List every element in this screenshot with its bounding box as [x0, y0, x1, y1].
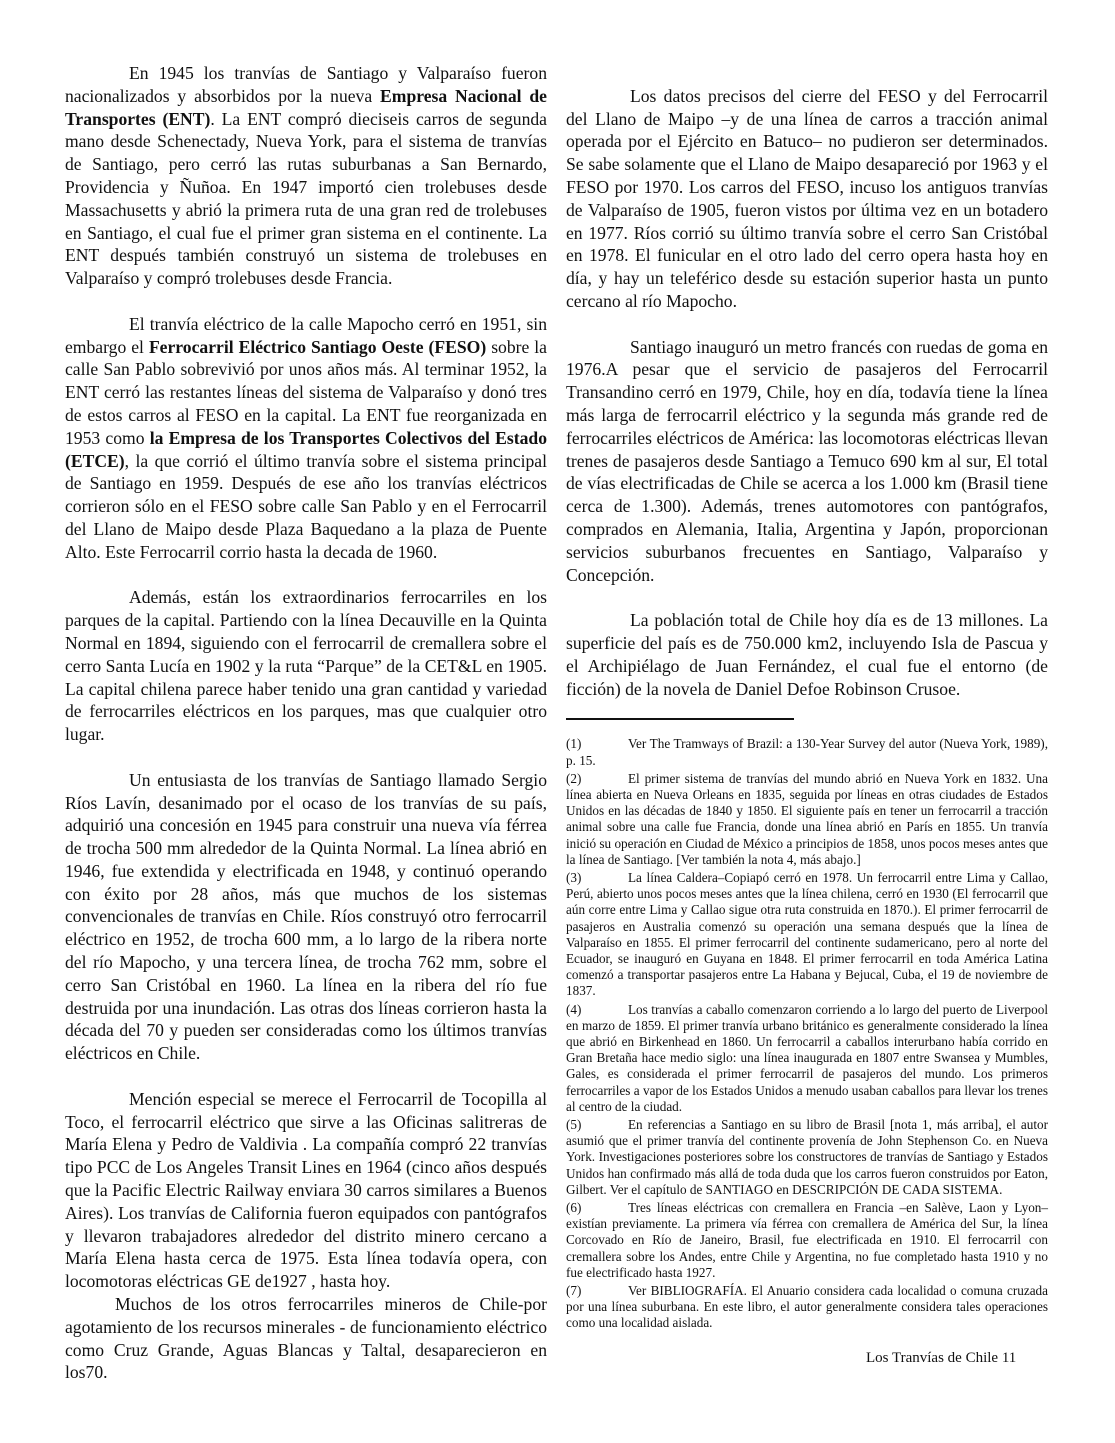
- footnote-text: En referencias a Santiago en su libro de Brasil [nota 1, más arriba], el autor asumió que el primer tranvía del continente provenía de John Stephenson Co. en Nueva York. Investigaciones posteriores sobre los constructores de tranvías de Santiago y Estados Unidos han confirmado más allá de toda duda que los carros fueron construidos por Eaton, Gilbert. Ver el capítulo de SANTIAGO en DESCRIPCIÓN DE CADA SISTEMA.: [566, 1116, 1048, 1197]
- page-footer: Los Tranvías de Chile 11: [866, 1350, 1017, 1366]
- text-run: , la que corrió el último tranvía sobre el sistema principal de Santiago en 1959. Después de ese año los tranvías eléctricos corrieron sólo en el FESO sobre calle San Pablo y en el Ferrocarril del Llano de Maipo desde Plaza Baquedano a la plaza de Puente Alto. Este Ferrocarril corrio hasta la decada de 1960.: [65, 450, 547, 562]
- footnote-7: [566, 1283, 1048, 1332]
- footnote-text: Ver The Tramways of Brazil: a 130-Year Survey del autor (Nueva York, 1989), p. 15.: [566, 736, 1048, 768]
- paragraph-mineros: Muchos de los otros ferrocarriles mineros de Chile-por agotamiento de los recursos minerales - de funcionamiento eléctrico como Cruz Grande, Aguas Blancas y Taltal, desaparecieron en los70.: [65, 1294, 547, 1383]
- footnote-1: [566, 736, 1048, 768]
- footnote-text: El primer sistema de tranvías del mundo abrió en Nueva York en 1832. Una línea abierta en Nueva Orleans en 1835, seguida por líneas en otras ciudades de Estados Unidos en las décadas de 1840 y 1850. El siguiente país en tener un ferrocarril a tracción animal sobre una calle fue Francia, donde una línea abrió en París en 1855. Un tranvía inició su operación en Ciudad de México a principios de 1858, unos pocos meses antes que la línea de Santiago. [Ver también la nota 4, más abajo.]: [566, 770, 1048, 867]
- left-column: [65, 62, 547, 1384]
- paragraph-rios-lavin: Un entusiasta de los tranvías de Santiago llamado Sergio Ríos Lavín, desanimado por el ocaso de los tranvías de su país, adquirió una concesión en 1945 para construir una nueva vía férrea de trocha 500 mm alrededor de la Quinta Normal. La línea abrió en 1946, fue extendida y electrificada en 1948, y continuó operando con éxito por 28 años, más que muchos de los sistemas convencionales de tranvías en Chile. Ríos construyó otro ferrocarril eléctrico en 1952, de trocha 600 mm, a lo largo de la ribera norte del río Mapocho, y una tercera línea, de trocha 762 mm, sobre el cerro San Cristóbal en 1960. La línea en la ribera del río fue destruida por una inundación. Las otras dos líneas corrieron hasta la década del 70 y pueden ser consideradas como los últimos tranvías eléctricos en Chile.: [65, 769, 547, 1064]
- paragraph-poblacion: La población total de Chile hoy día es de 13 millones. La superficie del país es de 750.000 km2, incluyendo Isla de Pascua y el Archipiélago de Juan Fernández, el cual fue el entorno (de ficción) de la novela de Daniel Defoe Robinson Crusoe.: [566, 610, 1048, 699]
- footnote-text: Ver BIBLIOGRAFÍA. El Anuario considera cada localidad o comuna cruzada por una línea suburbana. En este libro, el autor generalmente considera tales operaciones como una localidad aislada.: [566, 1283, 1048, 1331]
- footnote-text: La línea Caldera–Copiapó cerró en 1978. Un ferrocarril entre Lima y Callao, Perú, abierto unos pocos meses antes que la línea chilena, cerró en 1930 (El ferrocarril que aún corre entre Lima y Callao sigue otra ruta construida en 1870.). El primer ferrocarril de pasajeros en Australia comenzó su operación una semana después que la línea de Valparaíso en 1855. El primer ferrocarril del continente sudamericano, pero al norte del Ecuador, se inauguró en Guyana en 1848. El primer ferrocarril en toda América Latina comenzó a transportar pasajeros entre La Habana y Bejucal, Cuba, el 19 de noviembre de 1837.: [566, 869, 1048, 999]
- footnote-text: Los tranvías a caballo comenzaron corriendo a lo largo del puerto de Liverpool en marzo de 1859. El primer tranvía urbano británico es generalmente considerado la línea que abrió en Birkenhead en 1860. Un ferrocarril a caballos interurbano había corrido en Gran Bretaña hace medio siglo: una línea inaugurada en 1807 entre Swansea y Mumbles, Gales, es considerada el primer ferrocarril de pasajeros del mundo. Los primeros ferrocarriles a vapor de los Estados Unidos a menudo usaban caballos para llevar los trenes al centro de la ciudad.: [566, 1001, 1048, 1114]
- paragraph-cierre-feso: Los datos precisos del cierre del FESO y del Ferrocarril del Llano de Maipo –y de una línea de carros a tracción animal operada por el Ejército en Batuco– no pudieron ser determinados. Se sabe solamente que el Llano de Maipo desapareció por 1963 y el FESO por 1970. Los carros del FESO, incuso los antiguos tranvías de Valparaíso de 1905, fueron vistos por última vez en un botadero en 1977. Ríos corrió su último tranvía sobre el cerro San Cristóbal en 1978. El funicular en el otro lado del cerro opera hasta hoy en día, y hay un teleférico desde su estación superior hasta un punto cercano al río Mapocho.: [566, 85, 1048, 311]
- footnote-number: (6): [566, 1200, 582, 1215]
- text-run: En 1945 los tranvías de Santiago y Valparaíso fueron nacionalizados y absorbidos por la nueva: [65, 63, 547, 106]
- footnote-number: (2): [566, 770, 582, 786]
- footnote-6: [566, 1200, 1048, 1281]
- footnote-number: (3): [566, 869, 582, 885]
- footnote-text: Tres líneas eléctricas con cremallera en Francia –en Salève, Laon y Lyon– existían previamente. La primera vía férrea con cremallera de América del Sur, la línea Corcovado en Río de Janeiro, Brasil, fue electrificada en 1910. El ferrocarril con cremallera sobre los Andes, entre Chile y Argentina, no fue completado hasta 1910 y no fue electrificado hasta 1927.: [566, 1200, 1048, 1280]
- footnote-5: [566, 1117, 1048, 1198]
- footnotes: [566, 736, 1048, 1331]
- footnote-number: (4): [566, 1001, 582, 1017]
- footnote-number: (7): [566, 1283, 582, 1299]
- footnote-number: (5): [566, 1116, 582, 1132]
- paragraph-feso: [65, 313, 547, 564]
- text-run: sobre la calle San Pablo sobrevivió por unos años más. Al terminar 1952, la ENT cerró las restantes líneas del sistema de Valparaíso y donó tres de estos carros al FESO en la capital. La ENT fue reorganizada en 1953 como: [65, 336, 547, 448]
- bold-term-ent: Empresa Nacional de Transportes (ENT): [65, 85, 547, 129]
- paragraph-parques: Además, están los extraordinarios ferrocarriles en los parques de la capital. Partiendo con la línea Decauville en la Quinta Normal en 1894, siguiendo con el ferrocarril de cremallera sobre el cerro Santa Lucía en 1902 y la ruta “Parque” de la CET&L en 1905. La capital chilena parece haber tenido una gran cantidad y variedad de ferrocarriles eléctricos en los parques, mas que cualquier otro lugar.: [65, 587, 547, 745]
- text-run: El tranvía eléctrico de la calle Mapocho cerró en 1951, sin embargo el: [65, 313, 547, 357]
- footnote-4: [566, 1002, 1048, 1115]
- paragraph-tocopilla: Mención especial se merece el Ferrocarril de Tocopilla al Toco, el ferrocarril eléctrico que sirve a las Oficinas salitreras de María Elena y Pedro de Valdivia . La compañía compró 22 tranvías tipo PCC de Los Angeles Transit Lines en 1964 (cinco años después que la Pacific Electric Railway enviara 30 carros similares a Buenos Aires). Los tranvías de California fueron equipados con pantógrafos y llevaron trabajadores alrededor del distrito minero cercano a María Elena hasta cerca de 1975. Esta línea todavía opera, con locomotoras eléctricas GE de1927 , hasta hoy.: [65, 1088, 547, 1292]
- footnote-divider: [566, 718, 794, 720]
- footnote-number: (1): [566, 736, 582, 752]
- paragraph-ent: [65, 62, 547, 290]
- paragraph-metro: Santiago inauguró un metro francés con ruedas de goma en 1976.A pesar que el servicio de pasajeros del Ferrocarril Transandino cerró en 1979, Chile, hoy en día, todavía tiene la línea más larga de ferrocarril eléctrico y la segunda más grande red de ferrocarriles eléctricos de América: las locomotoras eléctricas llevan trenes de pasajeros desde Santiago a Temuco 690 km al sur, El total de vías electrificadas de Chile se acerca a los 1.000 km (Brasil tiene cerca de 1.300). Además, trenes automotores con pantógrafos, comprados en Alemania, Italia, Argentina y Japón, proporcionan servicios suburbanos frecuentes en Santiago, Valparaíso y Concepción.: [566, 336, 1048, 585]
- text-run: . La ENT compró dieciseis carros de segunda mano desde Schenectady, Nueva York, para el sistema de tranvías de Santiago, pero cerró las rutas suburbanas a San Bernardo, Providencia y Ñuñoa. En 1947 importó cien trolebuses desde Massachusetts y abrió la primera ruta de una gran red de trolebuses en Santiago, el cual fue el primer gran sistema en el continente. La ENT después también construyó un sistema de trolebuses en Valparaíso y compró trolebuses desde Francia.: [65, 108, 547, 289]
- right-column: [566, 62, 1048, 1334]
- bold-term-feso: Ferrocarril Eléctrico Santiago Oeste (FESO): [148, 336, 487, 357]
- bold-term-etce: la Empresa de los Transportes Colectivos del Estado (ETCE): [65, 427, 547, 471]
- footnote-3: [566, 870, 1048, 1000]
- footnote-2: [566, 771, 1048, 868]
